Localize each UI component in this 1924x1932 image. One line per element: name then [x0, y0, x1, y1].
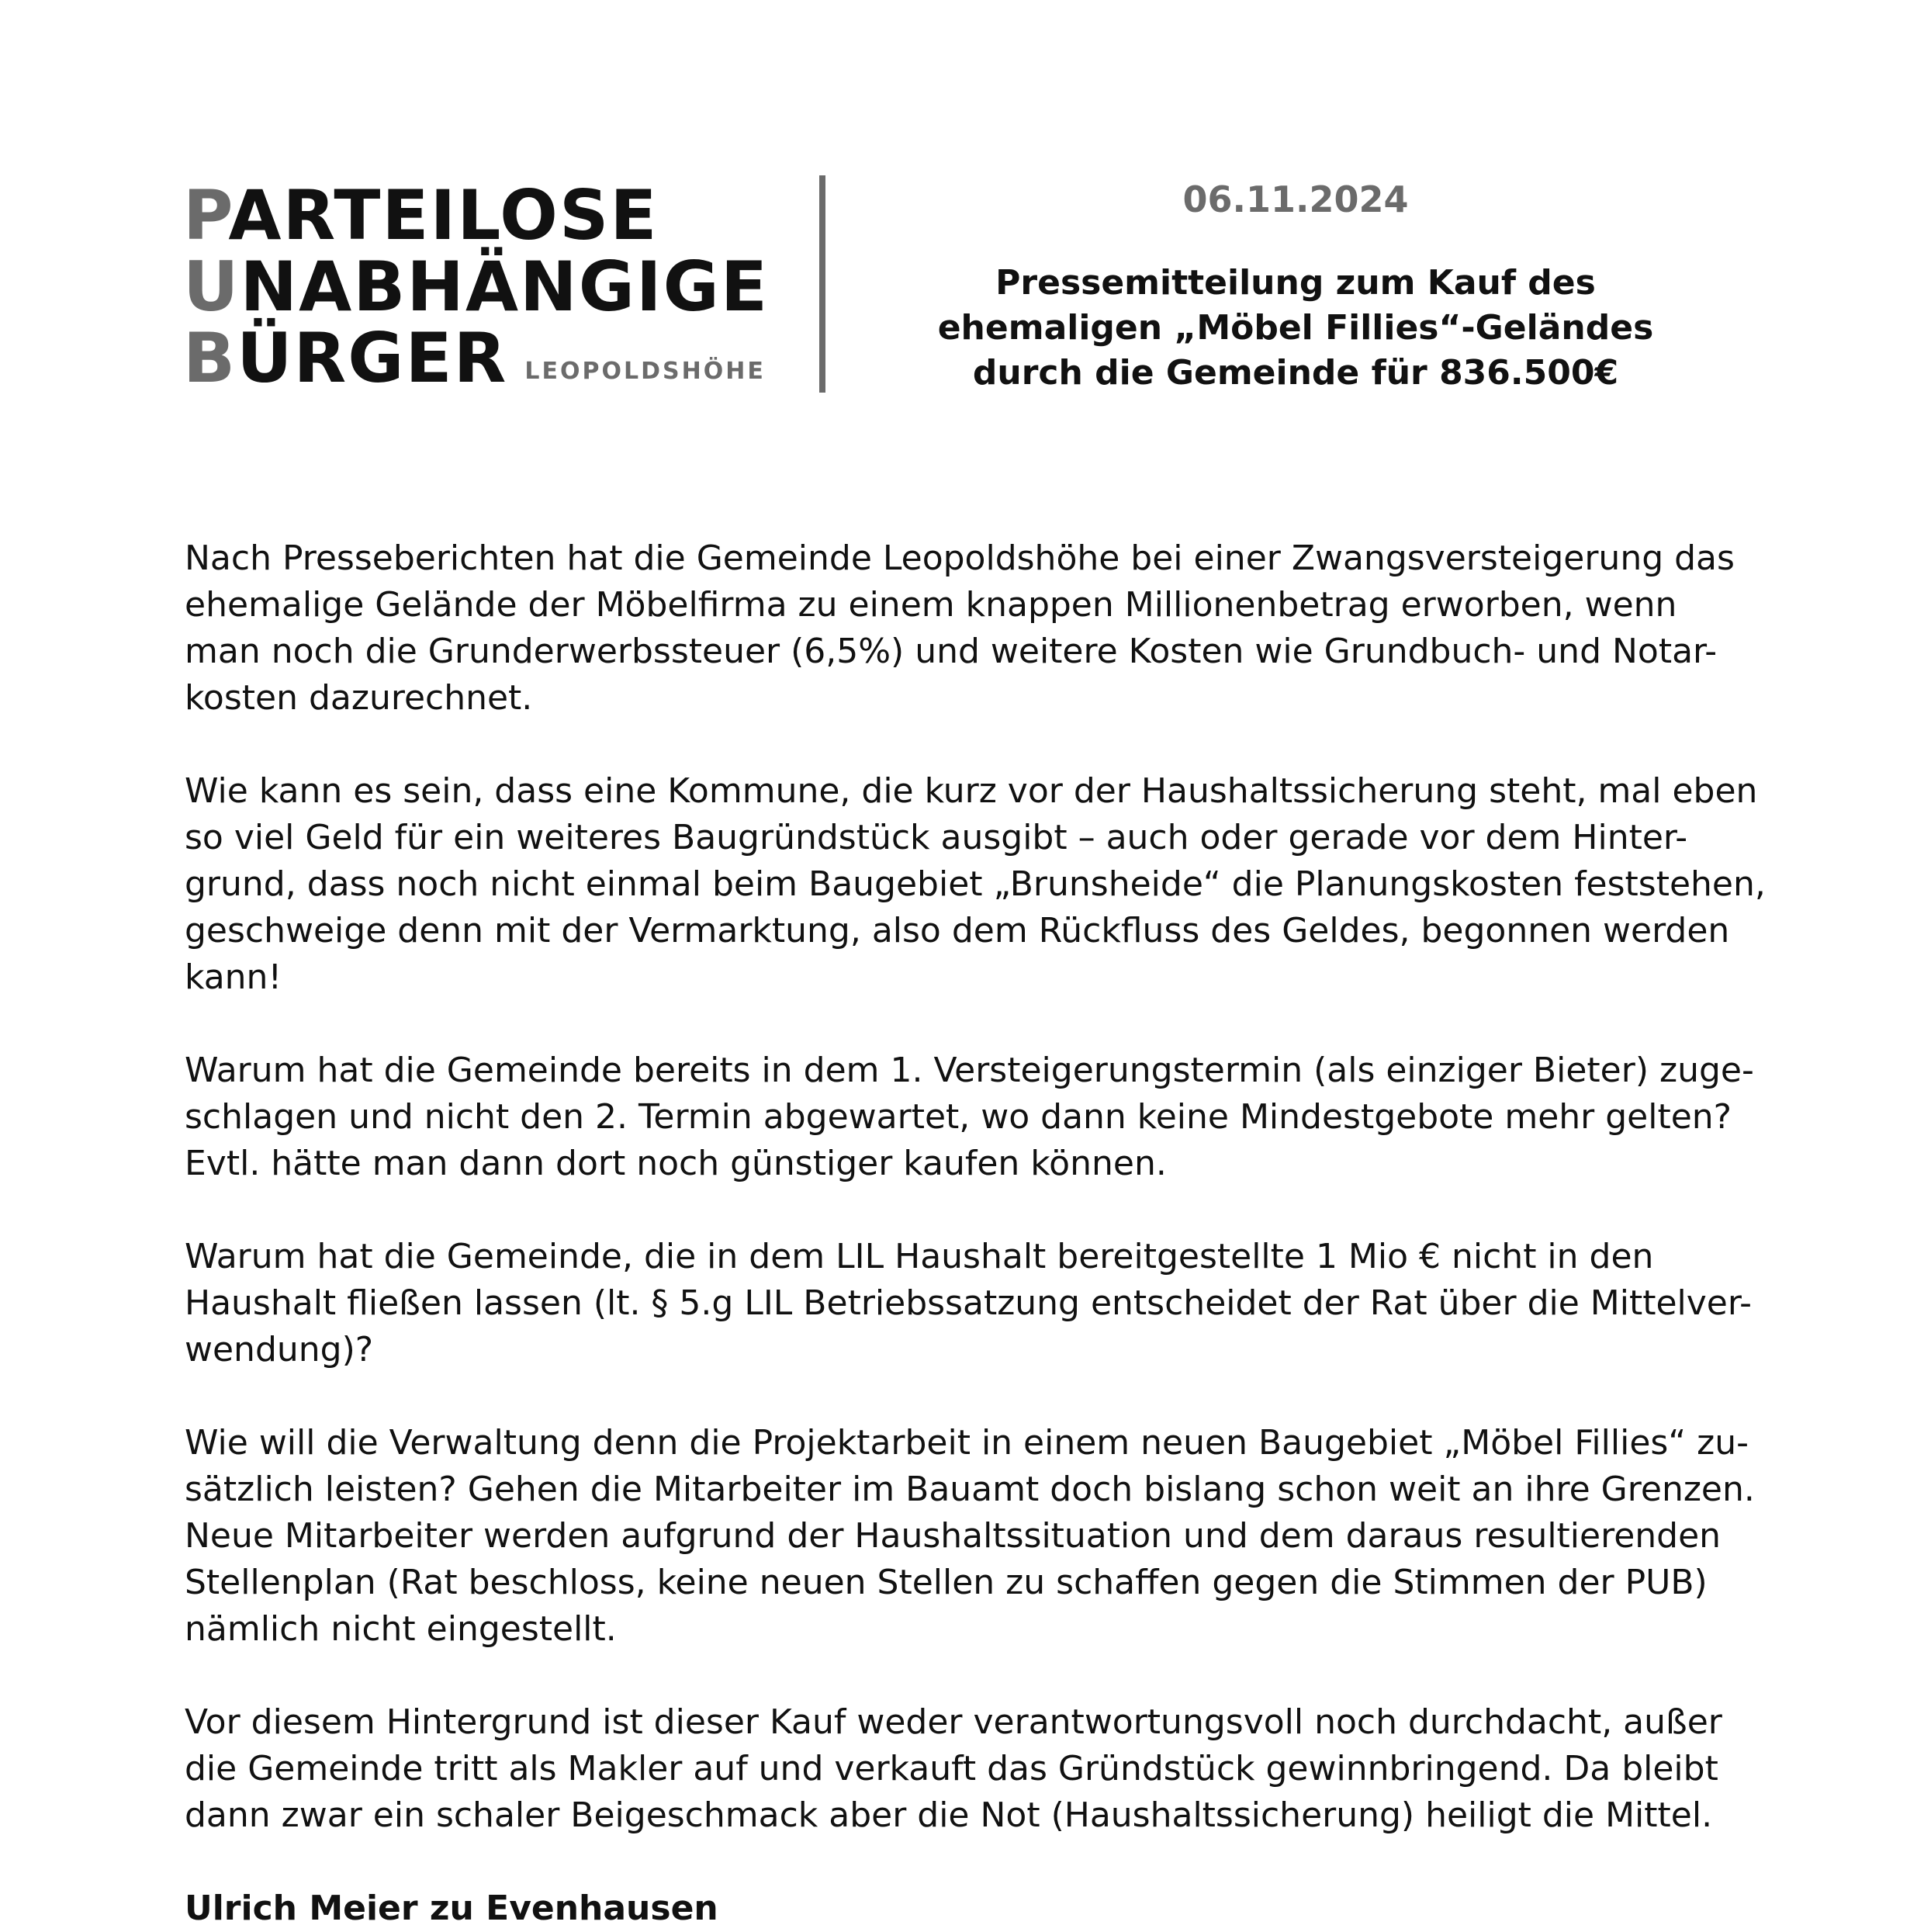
text-line: kann! [185, 957, 282, 997]
text-line: geschweige denn mit der Vermarktung, also dem Rückfluss des Geldes, begonnen werden [185, 911, 1730, 950]
text-line: dann zwar ein schaler Beigeschmack aber die Not (Haushaltssicherung) heiligt die Mittel. [185, 1795, 1713, 1835]
headline-line: durch die Gemeinde für 836.500€ [972, 353, 1619, 393]
text-line: wendung)? [185, 1330, 374, 1369]
text-line: grund, dass noch nicht einmal beim Baugebiet „Brunsheide“ die Planungskosten feststehen, [185, 864, 1766, 904]
text-line: Wie kann es sein, dass eine Kommune, die kurz vor der Haushaltssicherung steht, mal eben [185, 771, 1758, 811]
paragraph-1 [185, 535, 1760, 722]
text-line: nämlich nicht eingestellt. [185, 1609, 617, 1649]
release-body [185, 535, 1766, 1932]
release-headline [908, 261, 1684, 396]
text-line: Neue Mitarbeiter werden aufgrund der Haushaltssituation und dem daraus resultierenden [185, 1516, 1722, 1556]
logo-location: LEOPOLDSHÖHE [524, 358, 766, 385]
logo-line-3 [183, 318, 773, 407]
text-line: Warum hat die Gemeinde bereits in dem 1. Versteigerungstermin (als einziger Bieter) zuge- [185, 1051, 1754, 1090]
release-date: 06.11.2024 [1182, 178, 1409, 220]
logo-word-parteilose: ARTEILOSE [228, 175, 659, 255]
logo-initial-b: B [183, 318, 237, 398]
logo-initial-u: U [183, 247, 240, 327]
paragraph-3 [185, 1047, 1760, 1187]
paragraph-6 [185, 1699, 1760, 1839]
headline-line: Pressemitteilung zum Kauf des [995, 263, 1596, 303]
text-line: Wie will die Verwaltung denn die Projektarbeit in einem neuen Baugebiet „Möbel Fillies“ zu- [185, 1423, 1749, 1463]
text-line: Vor diesem Hintergrund ist dieser Kauf weder verantwortungsvoll noch durchdacht, außer [185, 1702, 1722, 1742]
headline-line: ehemaligen „Möbel Fillies“-Geländes [937, 308, 1654, 348]
logo-word-buerger: ÜRGER [237, 318, 508, 398]
text-line: Evtl. hätte man dann dort noch günstiger kaufen können. [185, 1144, 1167, 1183]
logo-line-2 [183, 247, 773, 327]
paragraph-2 [185, 768, 1766, 1001]
logo-word-unabhaengige: NABHÄNGIGE [240, 247, 770, 327]
party-logo [183, 175, 773, 407]
text-line: sätzlich leisten? Gehen die Mitarbeiter im Bauamt doch bislang schon weit an ihre Grenzen. [185, 1470, 1755, 1509]
paragraph-5 [185, 1420, 1760, 1653]
header-divider [819, 175, 825, 393]
logo-initial-p: P [183, 175, 229, 255]
text-line: so viel Geld für ein weiteres Baugründstück ausgibt – auch oder gerade vor dem Hinter- [185, 818, 1688, 857]
author-signature: Ulrich Meier zu Evenhausen [185, 1889, 718, 1928]
text-line: Haushalt fließen lassen (lt. § 5.g LIL Betriebssatzung entscheidet der Rat über die Mittelver- [185, 1283, 1753, 1323]
text-line: schlagen und nicht den 2. Termin abgewartet, wo dann keine Mindestgebote mehr gelten? [185, 1097, 1732, 1137]
logo-line-1 [183, 175, 773, 255]
text-line: Nach Presseberichten hat die Gemeinde Leopoldshöhe bei einer Zwangsversteigerung das [185, 538, 1735, 578]
text-line: ehemalige Gelände der Möbelfirma zu einem knappen Millionenbetrag erworben, wenn [185, 585, 1677, 625]
paragraph-4 [185, 1234, 1760, 1373]
text-line: Stellenplan (Rat beschloss, keine neuen Stellen zu schaffen gegen die Stimmen der PUB) [185, 1563, 1708, 1602]
text-line: Warum hat die Gemeinde, die in dem LIL Haushalt bereitgestellte 1 Mio € nicht in den [185, 1237, 1654, 1276]
text-line: die Gemeinde tritt als Makler auf und verkauft das Gründstück gewinnbringend. Da bleibt [185, 1749, 1718, 1788]
text-line: man noch die Grunderwerbssteuer (6,5%) und weitere Kosten wie Grundbuch- und Notar- [185, 632, 1718, 671]
text-line: kosten dazurechnet. [185, 678, 533, 718]
